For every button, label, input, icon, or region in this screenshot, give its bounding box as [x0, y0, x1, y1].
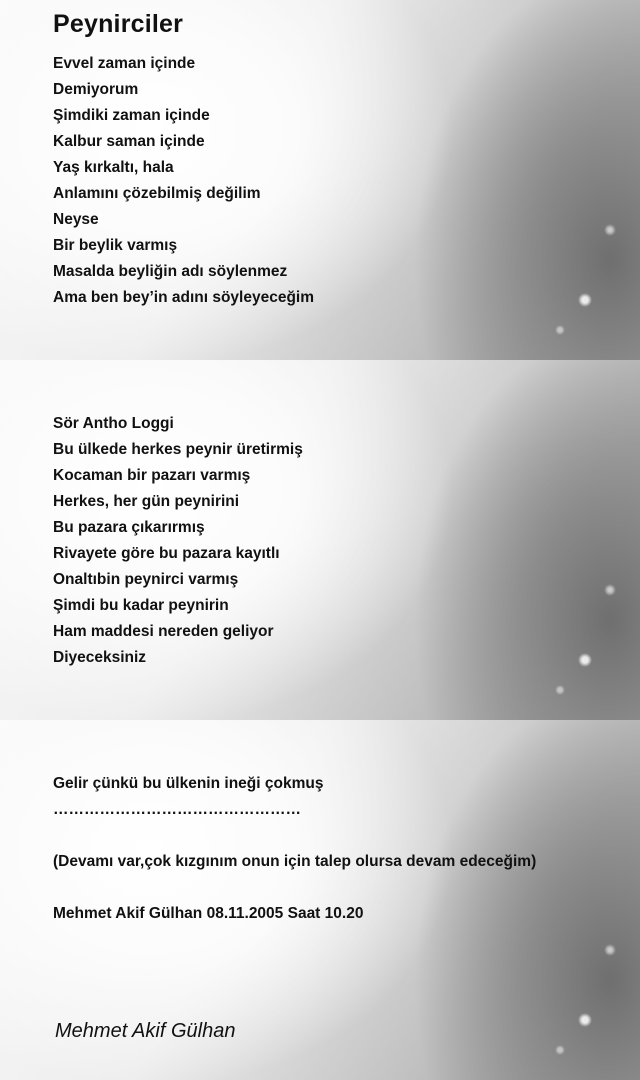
poem-line: Ama ben bey’in adını söyleyeceğim [53, 289, 315, 306]
ellipsis-divider: ………………………………………… [53, 801, 301, 818]
author-signature: Mehmet Akif Gülhan [55, 1020, 236, 1042]
poem-line: Bu ülkede herkes peynir üretirmiş [53, 441, 303, 458]
poem-line: Kalbur saman içinde [53, 133, 205, 150]
poem-line: Rivayete göre bu pazara kayıtlı [53, 545, 280, 562]
poem-line: Bu pazara çıkarırmış [53, 519, 205, 536]
poem-line: Herkes, her gün peynirini [53, 493, 240, 510]
poem-title: Peynirciler [53, 10, 184, 38]
byline: Mehmet Akif Gülhan 08.11.2005 Saat 10.20 [53, 905, 364, 922]
poem-line: Onaltıbin peynirci varmış [53, 571, 239, 588]
poem-panel-1 [0, 0, 640, 360]
poem-line: Neyse [53, 211, 99, 228]
poem-line: Sör Antho Loggi [53, 415, 174, 432]
poem-line: Evvel zaman içinde [53, 55, 196, 72]
poem-line: Ham maddesi nereden geliyor [53, 623, 274, 640]
poem-panel-2 [0, 360, 640, 720]
poem-line: Şimdiki zaman içinde [53, 107, 210, 124]
poem-line: Anlamını çözebilmiş değilim [53, 185, 261, 202]
poem-line: Diyeceksiniz [53, 649, 147, 666]
poem-line: Kocaman bir pazarı varmış [53, 467, 251, 484]
poem-line: Şimdi bu kadar peynirin [53, 597, 229, 614]
poem-panel-3 [0, 720, 640, 1080]
poem-line: Gelir çünkü bu ülkenin ineği çokmuş [53, 775, 324, 792]
poem-line: Masalda beyliğin adı söylenmez [53, 263, 288, 280]
poem-line: Demiyorum [53, 81, 139, 98]
poem-line: Yaş kırkaltı, hala [53, 159, 174, 176]
continuation-note: (Devamı var,çok kızgınım onun için talep olursa devam edeceğim) [53, 853, 537, 870]
poem-line: Bir beylik varmış [53, 237, 178, 254]
